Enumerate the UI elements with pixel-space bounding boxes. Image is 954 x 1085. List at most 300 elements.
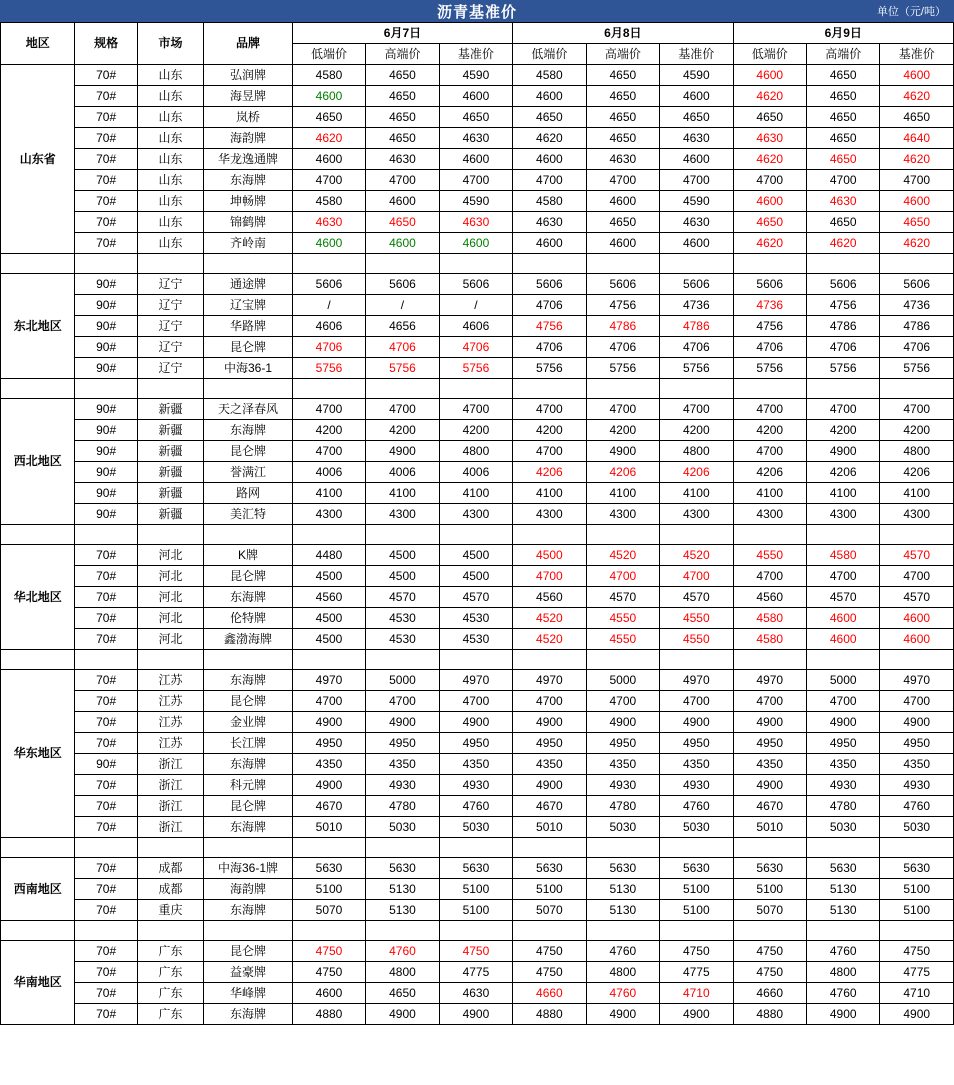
price-cell: 5030 bbox=[366, 817, 439, 838]
price-cell: 4700 bbox=[439, 399, 512, 420]
separator-cell bbox=[880, 838, 954, 858]
price-cell: 4630 bbox=[733, 128, 806, 149]
region-cell: 西北地区 bbox=[1, 399, 75, 525]
separator-cell bbox=[75, 650, 137, 670]
brand-cell: 东海牌 bbox=[204, 754, 293, 775]
price-cell: 4760 bbox=[586, 941, 659, 962]
price-cell: 4706 bbox=[439, 337, 512, 358]
market-cell: 新疆 bbox=[137, 441, 203, 462]
price-cell: 4900 bbox=[733, 712, 806, 733]
price-cell: 4700 bbox=[586, 566, 659, 587]
brand-cell: 锦鹤牌 bbox=[204, 212, 293, 233]
price-cell: 4520 bbox=[513, 608, 586, 629]
separator-cell bbox=[513, 379, 586, 399]
price-cell: 4930 bbox=[586, 775, 659, 796]
price-cell: 4520 bbox=[660, 545, 733, 566]
table-row bbox=[1, 545, 954, 566]
price-cell: 4100 bbox=[586, 483, 659, 504]
price-cell: 5130 bbox=[806, 900, 879, 921]
market-cell: 河北 bbox=[137, 608, 203, 629]
price-cell: 4900 bbox=[366, 712, 439, 733]
table-row bbox=[1, 817, 954, 838]
price-cell: 4930 bbox=[660, 775, 733, 796]
price-cell: 5606 bbox=[733, 274, 806, 295]
market-cell: 新疆 bbox=[137, 399, 203, 420]
market-cell: 新疆 bbox=[137, 420, 203, 441]
market-cell: 广东 bbox=[137, 962, 203, 983]
brand-cell: 昆仑牌 bbox=[204, 337, 293, 358]
price-cell: 5000 bbox=[806, 670, 879, 691]
price-cell: 4100 bbox=[513, 483, 586, 504]
price-cell: 4200 bbox=[880, 420, 954, 441]
price-cell: 4950 bbox=[439, 733, 512, 754]
brand-cell: 美汇特 bbox=[204, 504, 293, 525]
spec-cell: 70# bbox=[75, 128, 137, 149]
col-header-region: 地区 bbox=[1, 23, 75, 65]
price-cell: 4350 bbox=[439, 754, 512, 775]
brand-cell: 昆仑牌 bbox=[204, 941, 293, 962]
separator-cell bbox=[806, 254, 879, 274]
price-cell: 4600 bbox=[439, 149, 512, 170]
separator-cell bbox=[513, 838, 586, 858]
spec-cell: 70# bbox=[75, 566, 137, 587]
price-cell: 4950 bbox=[660, 733, 733, 754]
price-cell: 4600 bbox=[880, 65, 954, 86]
separator-cell bbox=[439, 921, 512, 941]
price-cell: 4700 bbox=[880, 566, 954, 587]
price-cell: 4580 bbox=[513, 191, 586, 212]
price-cell: 5030 bbox=[880, 817, 954, 838]
price-cell: 5100 bbox=[513, 879, 586, 900]
market-cell: 山东 bbox=[137, 86, 203, 107]
price-cell: / bbox=[292, 295, 365, 316]
price-cell: 4206 bbox=[513, 462, 586, 483]
table-row bbox=[1, 712, 954, 733]
price-cell: 4606 bbox=[292, 316, 365, 337]
table-row bbox=[1, 399, 954, 420]
market-cell: 浙江 bbox=[137, 754, 203, 775]
market-cell: 辽宁 bbox=[137, 337, 203, 358]
price-cell: 4206 bbox=[880, 462, 954, 483]
price-cell: 4600 bbox=[733, 191, 806, 212]
market-cell: 辽宁 bbox=[137, 358, 203, 379]
separator-cell bbox=[292, 525, 365, 545]
price-cell: 4530 bbox=[366, 608, 439, 629]
separator-cell bbox=[1, 379, 75, 399]
spec-cell: 90# bbox=[75, 754, 137, 775]
price-cell: 4706 bbox=[880, 337, 954, 358]
region-cell: 华南地区 bbox=[1, 941, 75, 1025]
spec-cell: 90# bbox=[75, 274, 137, 295]
spec-cell: 70# bbox=[75, 212, 137, 233]
price-cell: 4650 bbox=[660, 107, 733, 128]
price-cell: 4300 bbox=[806, 504, 879, 525]
price-cell: 4100 bbox=[806, 483, 879, 504]
price-cell: 4880 bbox=[513, 1004, 586, 1025]
separator-cell bbox=[806, 921, 879, 941]
price-cell: 4700 bbox=[660, 399, 733, 420]
table-row bbox=[1, 128, 954, 149]
separator-cell bbox=[880, 379, 954, 399]
table-row bbox=[1, 483, 954, 504]
price-cell: 4760 bbox=[806, 941, 879, 962]
price-cell: 4550 bbox=[586, 629, 659, 650]
price-cell: 4600 bbox=[880, 191, 954, 212]
table-row bbox=[1, 295, 954, 316]
brand-cell: 东海牌 bbox=[204, 587, 293, 608]
market-cell: 山东 bbox=[137, 65, 203, 86]
price-cell: 4630 bbox=[366, 149, 439, 170]
spec-cell: 90# bbox=[75, 295, 137, 316]
price-cell: 4580 bbox=[806, 545, 879, 566]
price-cell: 4006 bbox=[439, 462, 512, 483]
price-cell: 4580 bbox=[733, 608, 806, 629]
separator-cell bbox=[733, 525, 806, 545]
price-cell: 4900 bbox=[586, 712, 659, 733]
price-cell: 4620 bbox=[880, 86, 954, 107]
price-cell: 4930 bbox=[880, 775, 954, 796]
price-cell: 4710 bbox=[660, 983, 733, 1004]
price-cell: 4900 bbox=[660, 1004, 733, 1025]
price-cell: 4880 bbox=[733, 1004, 806, 1025]
price-cell: 4700 bbox=[292, 441, 365, 462]
price-cell: 4100 bbox=[292, 483, 365, 504]
price-cell: 4650 bbox=[806, 149, 879, 170]
spec-cell: 90# bbox=[75, 504, 137, 525]
spec-cell: 70# bbox=[75, 858, 137, 879]
price-cell: 4750 bbox=[292, 962, 365, 983]
price-cell: 5606 bbox=[586, 274, 659, 295]
market-cell: 山东 bbox=[137, 212, 203, 233]
price-cell: 4600 bbox=[513, 149, 586, 170]
price-cell: 4100 bbox=[439, 483, 512, 504]
separator-cell bbox=[733, 921, 806, 941]
separator-cell bbox=[366, 525, 439, 545]
price-cell: 4550 bbox=[733, 545, 806, 566]
separator-cell bbox=[137, 254, 203, 274]
brand-cell: 弘润牌 bbox=[204, 65, 293, 86]
brand-cell: 东海牌 bbox=[204, 900, 293, 921]
separator-cell bbox=[513, 525, 586, 545]
price-cell: 5070 bbox=[513, 900, 586, 921]
price-cell: 4600 bbox=[660, 149, 733, 170]
separator-cell bbox=[439, 650, 512, 670]
price-cell: 4500 bbox=[513, 545, 586, 566]
price-cell: 4570 bbox=[880, 587, 954, 608]
price-cell: 4700 bbox=[733, 399, 806, 420]
price-cell: 4706 bbox=[292, 337, 365, 358]
spec-cell: 70# bbox=[75, 149, 137, 170]
price-cell: 4930 bbox=[439, 775, 512, 796]
separator-cell bbox=[733, 650, 806, 670]
price-cell: 4640 bbox=[880, 128, 954, 149]
price-cell: 4650 bbox=[292, 107, 365, 128]
price-cell: 4950 bbox=[292, 733, 365, 754]
price-cell: 4900 bbox=[880, 1004, 954, 1025]
price-cell: 4700 bbox=[660, 566, 733, 587]
price-cell: 4900 bbox=[733, 775, 806, 796]
price-cell: 5130 bbox=[366, 879, 439, 900]
price-cell: 4950 bbox=[513, 733, 586, 754]
price-cell: 4200 bbox=[733, 420, 806, 441]
separator-cell bbox=[439, 379, 512, 399]
table-row bbox=[1, 358, 954, 379]
col-header-day1-high: 高端价 bbox=[366, 44, 439, 65]
price-cell: 4706 bbox=[660, 337, 733, 358]
price-cell: 4650 bbox=[586, 128, 659, 149]
brand-cell: 海韵牌 bbox=[204, 128, 293, 149]
price-cell: 4970 bbox=[733, 670, 806, 691]
price-cell: 5010 bbox=[733, 817, 806, 838]
price-cell: 4560 bbox=[733, 587, 806, 608]
price-cell: 4560 bbox=[292, 587, 365, 608]
market-cell: 重庆 bbox=[137, 900, 203, 921]
market-cell: 江苏 bbox=[137, 670, 203, 691]
separator-cell bbox=[292, 921, 365, 941]
price-cell: 4900 bbox=[586, 441, 659, 462]
separator-cell bbox=[1, 254, 75, 274]
price-cell: 4706 bbox=[513, 337, 586, 358]
price-cell: 4780 bbox=[806, 796, 879, 817]
price-cell: 4300 bbox=[513, 504, 586, 525]
table-row bbox=[1, 629, 954, 650]
price-cell: 4900 bbox=[660, 712, 733, 733]
market-cell: 江苏 bbox=[137, 712, 203, 733]
market-cell: 辽宁 bbox=[137, 274, 203, 295]
price-cell: 4550 bbox=[586, 608, 659, 629]
price-cell: 5010 bbox=[292, 817, 365, 838]
market-cell: 山东 bbox=[137, 128, 203, 149]
separator-cell bbox=[586, 838, 659, 858]
price-cell: 4760 bbox=[366, 941, 439, 962]
price-cell: 5000 bbox=[586, 670, 659, 691]
price-cell: 5100 bbox=[292, 879, 365, 900]
spec-cell: 90# bbox=[75, 462, 137, 483]
col-header-brand: 品牌 bbox=[204, 23, 293, 65]
brand-cell: 长江牌 bbox=[204, 733, 293, 754]
separator-cell bbox=[366, 838, 439, 858]
price-cell: 4100 bbox=[880, 483, 954, 504]
brand-cell: 天之泽春风 bbox=[204, 399, 293, 420]
price-cell: 4300 bbox=[880, 504, 954, 525]
price-cell: 4760 bbox=[806, 983, 879, 1004]
price-cell: 4500 bbox=[292, 629, 365, 650]
price-cell: 4900 bbox=[806, 1004, 879, 1025]
price-cell: 4750 bbox=[513, 962, 586, 983]
brand-cell: 华路牌 bbox=[204, 316, 293, 337]
separator-cell bbox=[733, 838, 806, 858]
col-header-day2-base: 基准价 bbox=[660, 44, 733, 65]
table-row bbox=[1, 274, 954, 295]
separator-cell bbox=[75, 379, 137, 399]
price-cell: 5606 bbox=[660, 274, 733, 295]
price-cell: 4520 bbox=[586, 545, 659, 566]
price-cell: 4580 bbox=[292, 65, 365, 86]
price-cell: 4900 bbox=[292, 712, 365, 733]
price-cell: 4580 bbox=[733, 629, 806, 650]
price-cell: 4786 bbox=[880, 316, 954, 337]
market-cell: 山东 bbox=[137, 107, 203, 128]
price-cell: 4700 bbox=[880, 399, 954, 420]
price-cell: 5100 bbox=[880, 900, 954, 921]
table-row bbox=[1, 983, 954, 1004]
separator-cell bbox=[806, 379, 879, 399]
separator-cell bbox=[75, 525, 137, 545]
separator-cell bbox=[204, 921, 293, 941]
price-cell: 4800 bbox=[806, 962, 879, 983]
price-cell: 5756 bbox=[513, 358, 586, 379]
table-row bbox=[1, 670, 954, 691]
market-cell: 江苏 bbox=[137, 691, 203, 712]
price-cell: 4700 bbox=[586, 399, 659, 420]
separator-cell bbox=[439, 254, 512, 274]
price-cell: 4200 bbox=[806, 420, 879, 441]
price-cell: 4630 bbox=[586, 149, 659, 170]
market-cell: 新疆 bbox=[137, 504, 203, 525]
spec-cell: 70# bbox=[75, 65, 137, 86]
separator-cell bbox=[513, 254, 586, 274]
price-cell: 4590 bbox=[660, 191, 733, 212]
price-cell: 4970 bbox=[513, 670, 586, 691]
price-cell: 4700 bbox=[806, 566, 879, 587]
spec-cell: 70# bbox=[75, 86, 137, 107]
price-cell: 4650 bbox=[733, 107, 806, 128]
price-cell: 4550 bbox=[660, 629, 733, 650]
price-cell: 4350 bbox=[513, 754, 586, 775]
unit-label: 单位（元/吨） bbox=[876, 6, 946, 18]
price-cell: 4600 bbox=[806, 629, 879, 650]
price-cell: 5630 bbox=[366, 858, 439, 879]
price-cell: 5100 bbox=[660, 879, 733, 900]
price-cell: 5030 bbox=[806, 817, 879, 838]
price-cell: 4600 bbox=[366, 191, 439, 212]
price-cell: 4900 bbox=[439, 712, 512, 733]
price-cell: 4750 bbox=[880, 941, 954, 962]
market-cell: 河北 bbox=[137, 629, 203, 650]
separator-cell bbox=[1, 921, 75, 941]
separator-cell bbox=[137, 379, 203, 399]
separator-cell bbox=[366, 254, 439, 274]
price-cell: 4200 bbox=[292, 420, 365, 441]
price-cell: 4650 bbox=[513, 107, 586, 128]
region-cell: 山东省 bbox=[1, 65, 75, 254]
price-cell: 4600 bbox=[513, 86, 586, 107]
price-cell: 4650 bbox=[806, 86, 879, 107]
price-cell: 5630 bbox=[439, 858, 512, 879]
price-cell: 4700 bbox=[880, 170, 954, 191]
separator-cell bbox=[204, 650, 293, 670]
separator-cell bbox=[880, 650, 954, 670]
spec-cell: 70# bbox=[75, 670, 137, 691]
market-cell: 山东 bbox=[137, 149, 203, 170]
price-cell: / bbox=[439, 295, 512, 316]
price-cell: 5606 bbox=[880, 274, 954, 295]
block-separator bbox=[1, 254, 954, 274]
market-cell: 成都 bbox=[137, 858, 203, 879]
price-cell: 4630 bbox=[513, 212, 586, 233]
price-cell: 4780 bbox=[586, 796, 659, 817]
region-cell: 东北地区 bbox=[1, 274, 75, 379]
price-cell: 4950 bbox=[806, 733, 879, 754]
price-cell: 4600 bbox=[292, 86, 365, 107]
page-title: 沥青基准价 bbox=[436, 3, 517, 21]
table-row bbox=[1, 337, 954, 358]
separator-cell bbox=[733, 254, 806, 274]
separator-cell bbox=[660, 921, 733, 941]
price-cell: 4200 bbox=[660, 420, 733, 441]
price-cell: 4750 bbox=[660, 941, 733, 962]
brand-cell: 华龙逸通牌 bbox=[204, 149, 293, 170]
price-cell: 5070 bbox=[292, 900, 365, 921]
price-cell: 4700 bbox=[733, 566, 806, 587]
spec-cell: 70# bbox=[75, 107, 137, 128]
price-cell: 4600 bbox=[586, 233, 659, 254]
col-header-day3-base: 基准价 bbox=[880, 44, 954, 65]
price-cell: 5100 bbox=[660, 900, 733, 921]
table-row bbox=[1, 441, 954, 462]
price-cell: 5130 bbox=[806, 879, 879, 900]
price-cell: 4350 bbox=[733, 754, 806, 775]
price-cell: 4650 bbox=[880, 212, 954, 233]
price-cell: 4650 bbox=[366, 128, 439, 149]
price-cell: 4650 bbox=[733, 212, 806, 233]
price-cell: 4756 bbox=[513, 316, 586, 337]
price-cell: 4650 bbox=[366, 983, 439, 1004]
price-cell: 4700 bbox=[366, 170, 439, 191]
price-cell: 4786 bbox=[586, 316, 659, 337]
header-row-main bbox=[1, 23, 954, 44]
brand-cell: 昆仑牌 bbox=[204, 796, 293, 817]
price-cell: 4350 bbox=[586, 754, 659, 775]
region-cell: 西南地区 bbox=[1, 858, 75, 921]
price-cell: 4650 bbox=[366, 65, 439, 86]
price-cell: 5630 bbox=[586, 858, 659, 879]
price-cell: 4900 bbox=[806, 441, 879, 462]
price-cell: 4950 bbox=[880, 733, 954, 754]
price-cell: 5100 bbox=[733, 879, 806, 900]
price-cell: 5756 bbox=[366, 358, 439, 379]
spec-cell: 70# bbox=[75, 962, 137, 983]
price-cell: 4570 bbox=[660, 587, 733, 608]
spec-cell: 70# bbox=[75, 629, 137, 650]
price-cell: 5100 bbox=[439, 900, 512, 921]
price-cell: 5606 bbox=[439, 274, 512, 295]
brand-cell: 通途牌 bbox=[204, 274, 293, 295]
price-cell: 4750 bbox=[733, 962, 806, 983]
brand-cell: 中海36-1 bbox=[204, 358, 293, 379]
price-cell: 4700 bbox=[733, 441, 806, 462]
spec-cell: 90# bbox=[75, 358, 137, 379]
price-cell: 4900 bbox=[880, 712, 954, 733]
price-cell: 4706 bbox=[366, 337, 439, 358]
brand-cell: 华峰牌 bbox=[204, 983, 293, 1004]
separator-cell bbox=[75, 838, 137, 858]
price-cell: 4800 bbox=[660, 441, 733, 462]
table-row bbox=[1, 587, 954, 608]
price-cell: 4756 bbox=[733, 316, 806, 337]
price-cell: 4700 bbox=[292, 399, 365, 420]
price-cell: 4650 bbox=[586, 107, 659, 128]
spec-cell: 70# bbox=[75, 191, 137, 212]
price-cell: 4750 bbox=[292, 941, 365, 962]
price-cell: 4700 bbox=[806, 170, 879, 191]
spec-cell: 70# bbox=[75, 941, 137, 962]
table-row bbox=[1, 233, 954, 254]
market-cell: 山东 bbox=[137, 233, 203, 254]
table-row bbox=[1, 775, 954, 796]
brand-cell: 路网 bbox=[204, 483, 293, 504]
brand-cell: 坤畅牌 bbox=[204, 191, 293, 212]
